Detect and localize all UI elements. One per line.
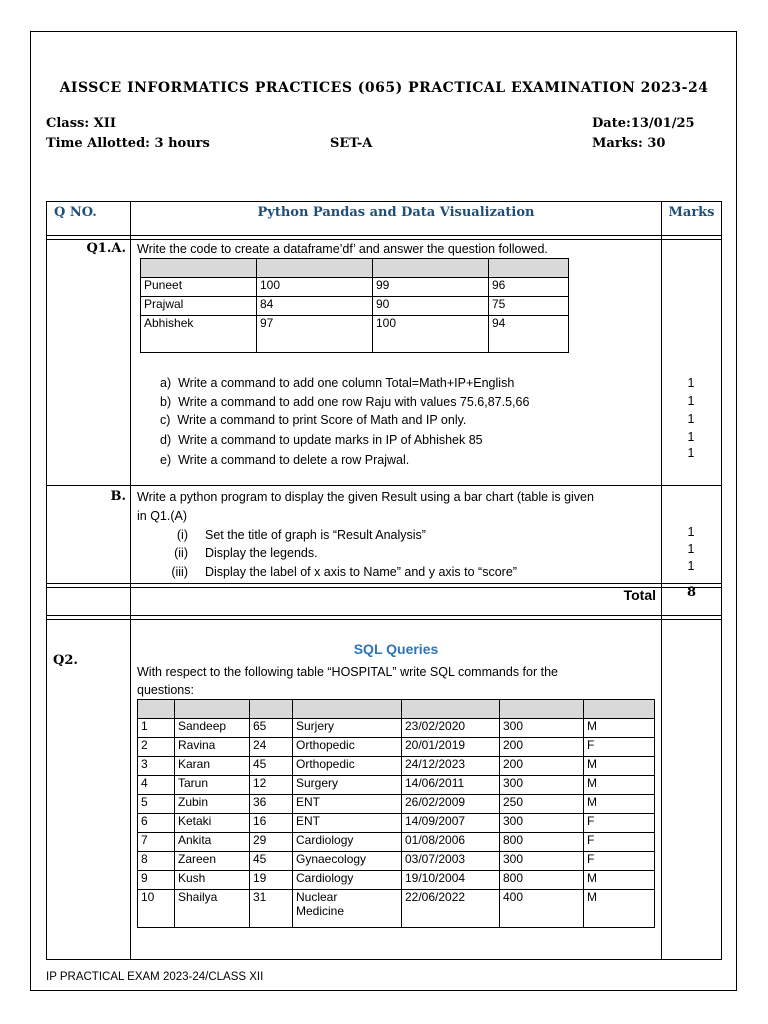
table-rule bbox=[130, 201, 131, 960]
table-cell: Zubin bbox=[175, 795, 250, 814]
table-cell bbox=[402, 700, 500, 719]
table-cell: F bbox=[584, 738, 655, 757]
table-row bbox=[141, 278, 569, 297]
mark-value: 1 bbox=[687, 559, 695, 573]
item-marker: (ii) bbox=[174, 546, 188, 560]
item-marker: a) bbox=[160, 376, 172, 390]
table-rule bbox=[46, 201, 721, 202]
table-row bbox=[141, 316, 569, 353]
table-rule bbox=[46, 239, 721, 240]
table-cell: ENT bbox=[293, 795, 402, 814]
table-cell: 19/10/2004 bbox=[402, 871, 500, 890]
table-cell: 100 bbox=[257, 278, 373, 297]
table-row bbox=[138, 833, 655, 852]
table-cell: Orthopedic bbox=[293, 757, 402, 776]
table-cell: M bbox=[584, 871, 655, 890]
table-cell: Surjery bbox=[293, 719, 402, 738]
mark-value: 1 bbox=[687, 412, 695, 426]
table-cell: 14/09/2007 bbox=[402, 814, 500, 833]
time-allotted-label: Time Allotted: 3 hours bbox=[46, 136, 210, 151]
table-cell: 300 bbox=[500, 719, 584, 738]
table-cell bbox=[250, 700, 293, 719]
table-cell: Ankita bbox=[175, 833, 250, 852]
q1a-item-d bbox=[160, 432, 483, 448]
table-cell: 1 bbox=[138, 719, 175, 738]
table-cell: 99 bbox=[373, 278, 489, 297]
dept-line1: Nuclear bbox=[296, 890, 338, 904]
table-cell: Tarun bbox=[175, 776, 250, 795]
table-cell: Puneet bbox=[141, 278, 257, 297]
table-cell: M bbox=[584, 795, 655, 814]
table-cell: 300 bbox=[500, 852, 584, 871]
table-cell: M bbox=[584, 776, 655, 795]
table-cell bbox=[584, 700, 655, 719]
table-cell bbox=[500, 700, 584, 719]
table-cell: 96 bbox=[489, 278, 569, 297]
table-cell: 5 bbox=[138, 795, 175, 814]
table-cell: 2 bbox=[138, 738, 175, 757]
table-cell: 65 bbox=[250, 719, 293, 738]
table-rule bbox=[661, 201, 662, 960]
table-cell: M bbox=[584, 757, 655, 776]
table-cell: 800 bbox=[500, 833, 584, 852]
table-cell: Prajwal bbox=[141, 297, 257, 316]
table-row bbox=[138, 852, 655, 871]
table-row bbox=[138, 719, 655, 738]
item-text: Write a command to print Score of Math and IP only. bbox=[177, 413, 467, 427]
table-cell: 800 bbox=[500, 871, 584, 890]
item-marker: c) bbox=[160, 413, 171, 427]
table-cell: 200 bbox=[500, 738, 584, 757]
table-rule bbox=[46, 959, 721, 960]
table-cell: 26/02/2009 bbox=[402, 795, 500, 814]
table-cell: 94 bbox=[489, 316, 569, 353]
table-cell: 31 bbox=[250, 890, 293, 928]
exam-title: AISSCE INFORMATICS PRACTICES (065) PRACTICAL EXAMINATION 2023-24 bbox=[59, 80, 709, 96]
table-cell: 45 bbox=[250, 852, 293, 871]
item-marker: b) bbox=[160, 395, 172, 409]
q1a-item-b bbox=[160, 394, 529, 410]
date-label: Date:13/01/25 bbox=[592, 116, 695, 131]
mark-value: 1 bbox=[687, 376, 695, 390]
mark-value: 1 bbox=[687, 446, 695, 460]
table-cell: 01/08/2006 bbox=[402, 833, 500, 852]
table-cell: Surgery bbox=[293, 776, 402, 795]
table-cell bbox=[175, 700, 250, 719]
dept-line2: Medicine bbox=[296, 904, 345, 918]
table-cell: 84 bbox=[257, 297, 373, 316]
mark-value: 1 bbox=[687, 525, 695, 539]
item-text: Write a command to add one row Raju with values 75.6,87.5,66 bbox=[178, 395, 530, 409]
table-cell: 29 bbox=[250, 833, 293, 852]
table-cell: 23/02/2020 bbox=[402, 719, 500, 738]
table-cell: ENT bbox=[293, 814, 402, 833]
table-cell: 24/12/2023 bbox=[402, 757, 500, 776]
table-cell: Kush bbox=[175, 871, 250, 890]
table-cell: 16 bbox=[250, 814, 293, 833]
table-cell: 3 bbox=[138, 757, 175, 776]
table-cell: 10 bbox=[138, 890, 175, 928]
table-cell: 90 bbox=[373, 297, 489, 316]
table-rule bbox=[46, 485, 721, 486]
table-cell: 100 bbox=[373, 316, 489, 353]
table-cell: F bbox=[584, 833, 655, 852]
mark-value: 1 bbox=[687, 542, 695, 556]
table-cell: 24 bbox=[250, 738, 293, 757]
class-label: Class: XII bbox=[46, 116, 116, 131]
table-cell: 14/06/2011 bbox=[402, 776, 500, 795]
q1b-item-ii: Display the legends. bbox=[205, 546, 318, 560]
table-row bbox=[138, 738, 655, 757]
q1b-item-i: Set the title of graph is “Result Analysis” bbox=[205, 528, 426, 542]
mark-value: 1 bbox=[687, 430, 695, 444]
table-cell: 200 bbox=[500, 757, 584, 776]
q1b-prompt-line2: in Q1.(A) bbox=[137, 509, 188, 523]
table-cell: 36 bbox=[250, 795, 293, 814]
table-cell bbox=[293, 700, 402, 719]
mark-value: 1 bbox=[687, 394, 695, 408]
qno-header: Q NO. bbox=[54, 205, 97, 220]
table-cell: Orthopedic bbox=[293, 738, 402, 757]
table-rule bbox=[46, 201, 47, 960]
table-rule bbox=[46, 619, 721, 620]
table-cell: 250 bbox=[500, 795, 584, 814]
table-cell: 400 bbox=[500, 890, 584, 928]
q1a-prompt: Write the code to create a dataframe’df’ and answer the question followed. bbox=[137, 242, 548, 256]
marks-total-label: Marks: 30 bbox=[592, 136, 666, 151]
item-marker: d) bbox=[160, 433, 172, 447]
table-row bbox=[138, 871, 655, 890]
table-cell: 75 bbox=[489, 297, 569, 316]
table-cell: Karan bbox=[175, 757, 250, 776]
total-label: Total bbox=[623, 587, 656, 603]
table-cell: 45 bbox=[250, 757, 293, 776]
table-cell: M bbox=[584, 890, 655, 928]
table-rule bbox=[46, 235, 721, 236]
table-cell: Sandeep bbox=[175, 719, 250, 738]
table-row bbox=[138, 814, 655, 833]
q2-label: Q2. bbox=[53, 653, 78, 668]
table-cell: Abhishek bbox=[141, 316, 257, 353]
table-cell: 03/07/2003 bbox=[402, 852, 500, 871]
table-cell: Shailya bbox=[175, 890, 250, 928]
item-marker: e) bbox=[160, 453, 172, 467]
item-text: Write a command to update marks in IP of Abhishek 85 bbox=[178, 433, 483, 447]
sql-section-title: SQL Queries bbox=[353, 641, 439, 657]
table-cell bbox=[489, 259, 569, 278]
q2-prompt-line1: With respect to the following table “HOSPITAL” write SQL commands for the bbox=[137, 665, 558, 679]
dataframe-header-row bbox=[141, 259, 569, 278]
table-rule bbox=[721, 201, 722, 960]
table-cell bbox=[373, 259, 489, 278]
table-cell: Cardiology bbox=[293, 871, 402, 890]
table-cell bbox=[138, 700, 175, 719]
table-rule bbox=[46, 583, 721, 584]
table-cell: Ravina bbox=[175, 738, 250, 757]
hospital-header-row bbox=[138, 700, 655, 719]
table-row bbox=[138, 776, 655, 795]
hospital-table bbox=[137, 699, 655, 928]
table-cell: Gynaecology bbox=[293, 852, 402, 871]
table-cell: Ketaki bbox=[175, 814, 250, 833]
table-row bbox=[138, 757, 655, 776]
q1a-item-a bbox=[160, 375, 514, 391]
table-cell: Zareen bbox=[175, 852, 250, 871]
q1a-label: Q1.A. bbox=[86, 241, 126, 256]
table-cell: 19 bbox=[250, 871, 293, 890]
table-cell: 7 bbox=[138, 833, 175, 852]
table-cell: 8 bbox=[138, 852, 175, 871]
table-cell: 300 bbox=[500, 814, 584, 833]
table-cell bbox=[141, 259, 257, 278]
marks-header: Marks bbox=[668, 205, 715, 220]
table-cell: 12 bbox=[250, 776, 293, 795]
q1b-label: B. bbox=[110, 489, 126, 504]
q1b-prompt-line1: Write a python program to display the given Result using a bar chart (table is given bbox=[137, 490, 594, 504]
item-text: Write a command to add one column Total=Math+IP+English bbox=[178, 376, 515, 390]
table-cell: 97 bbox=[257, 316, 373, 353]
table-cell: 22/06/2022 bbox=[402, 890, 500, 928]
table-row bbox=[138, 795, 655, 814]
table-row bbox=[138, 890, 655, 928]
total-value: 8 bbox=[686, 585, 697, 600]
q2-prompt-line2: questions: bbox=[137, 683, 194, 697]
table-cell: 4 bbox=[138, 776, 175, 795]
q1a-item-c bbox=[160, 412, 466, 428]
table-cell: 20/01/2019 bbox=[402, 738, 500, 757]
q1b-item-iii: Display the label of x axis to Name” and y axis to “score” bbox=[205, 565, 517, 579]
table-cell bbox=[257, 259, 373, 278]
page-footer: IP PRACTICAL EXAM 2023-24/CLASS XII bbox=[46, 971, 264, 983]
table-cell: 9 bbox=[138, 871, 175, 890]
table-row bbox=[141, 297, 569, 316]
table-cell: 300 bbox=[500, 776, 584, 795]
table-rule bbox=[46, 615, 721, 616]
table-cell: F bbox=[584, 852, 655, 871]
table-cell: 6 bbox=[138, 814, 175, 833]
item-marker: (i) bbox=[176, 528, 188, 542]
item-text: Write a command to delete a row Prajwal. bbox=[178, 453, 410, 467]
q1a-item-e bbox=[160, 452, 409, 468]
table-cell: F bbox=[584, 814, 655, 833]
set-label: SET-A bbox=[330, 136, 373, 151]
dataframe-table bbox=[140, 258, 569, 353]
table-cell: Cardiology bbox=[293, 833, 402, 852]
section-title-pandas: Python Pandas and Data Visualization bbox=[257, 205, 535, 220]
table-cell: M bbox=[584, 719, 655, 738]
item-marker: (iii) bbox=[171, 565, 188, 579]
table-cell bbox=[293, 890, 402, 928]
